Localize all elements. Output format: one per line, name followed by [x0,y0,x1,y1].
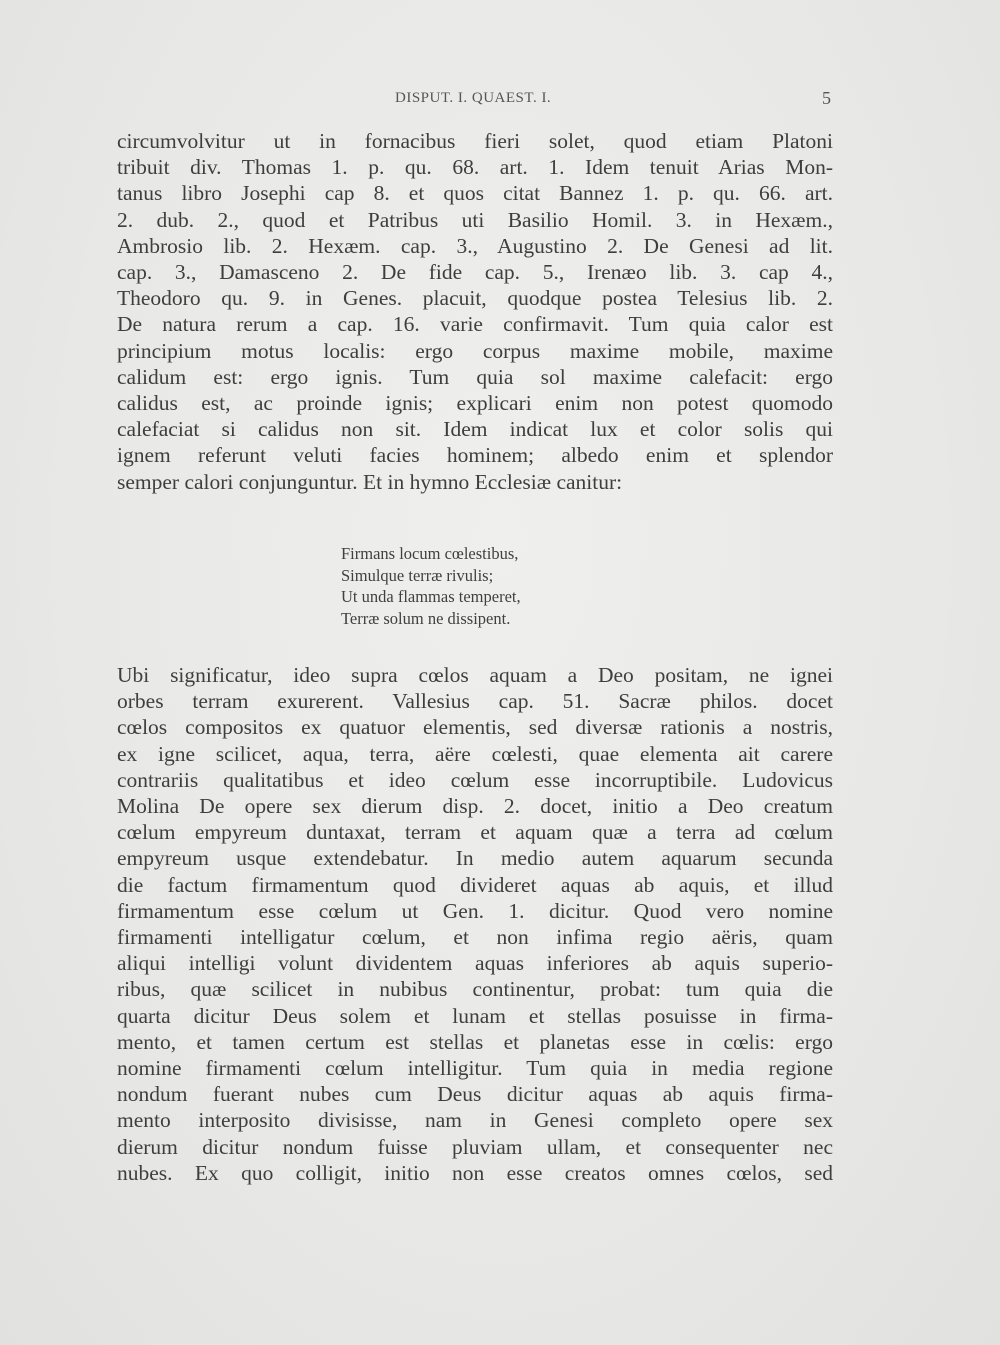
text-line: De natura rerum a cap. 16. varie confirmavit. Tum quia calor est [117,312,833,337]
text-line: dierum dicitur nondum fuisse pluviam ullam, et consequenter nec [117,1134,833,1159]
text-line: mento, et tamen certum est stellas et planetas esse in cœlis: ergo [117,1029,833,1054]
paragraph-1 [117,128,833,495]
text-line: firmamenti intelligatur cœlum, et non infima regio aëris, quam [117,925,833,950]
text-line: Ambrosio lib. 2. Hexæm. cap. 3., Augustino 2. De Genesi ad lit. [117,233,833,258]
text-line: ignem referunt veluti facies hominem; albedo enim et splendor [117,443,833,468]
text-line: circumvolvitur ut in fornacibus fieri solet, quod etiam Platoni [117,129,833,153]
text-line: quarta dicitur Deus solem et lunam et stellas posuisse in firma- [117,1003,833,1028]
text-line: principium motus localis: ergo corpus maxime mobile, maxime [117,338,833,363]
text-line: firmamentum esse cœlum ut Gen. 1. dicitur. Quod vero nomine [117,898,833,923]
text-line: tribuit div. Thomas 1. p. qu. 68. art. 1. Idem tenuit Arias Mon- [117,155,833,180]
running-head: DISPUT. I. QUAEST. I. [395,90,552,106]
hymn-verse [341,543,521,629]
text-line: ex igne scilicet, aqua, terra, aëre cœlesti, quae elementa ait carere [117,741,833,766]
text-line: Theodoro qu. 9. in Genes. placuit, quodque postea Telesius lib. 2. [117,286,833,311]
text-line: ribus, quæ scilicet in nubibus continentur, probat: tum quia die [117,977,833,1002]
text-line: calidum est: ergo ignis. Tum quia sol maxime calefacit: ergo [117,364,833,389]
text-line: calidus est, ac proinde ignis; explicari enim non potest quomodo [117,391,833,416]
text-line: nondum fuerant nubes cum Deus dicitur aquas ab aquis firma- [117,1082,833,1107]
text-line: nomine firmamenti cœlum intelligitur. Tum quia in media regione [117,1056,833,1081]
verse-line: Firmans locum cœlestibus, [341,544,519,563]
text-line: contrariis qualitatibus et ideo cœlum esse incorruptibile. Ludovicus [117,767,833,792]
text-line: tanus libro Josephi cap 8. et quos citat Bannez 1. p. qu. 66. art. [117,181,833,206]
text-line: die factum firmamentum quod divideret aquas ab aquis, et illud [117,872,833,897]
text-line: semper calori conjunguntur. Et in hymno Ecclesiæ canitur: [117,469,623,494]
paragraph-2 [117,662,833,1186]
text-line: calefaciat si calidus non sit. Idem indicat lux et color solis qui [117,417,833,442]
verse-line: Terræ solum ne dissipent. [341,608,511,628]
text-line: 2. dub. 2., quod et Patribus uti Basilio Homil. 3. in Hexæm., [117,207,833,232]
text-line: Molina De opere sex dierum disp. 2. docet, initio a Deo creatum [117,794,833,819]
text-line: mento interposito divisisse, nam in Genesi completo opere sex [117,1108,833,1133]
text-line: empyreum usque extendebatur. In medio autem aquarum secunda [117,846,833,871]
text-line: nubes. Ex quo colligit, initio non esse creatos omnes cœlos, sed [117,1160,833,1185]
page-number: 5 [822,88,831,108]
text-line: aliqui intelligi volunt dividentem aquas inferiores ab aquis superio- [117,951,833,976]
text-line: cœlum empyreum duntaxat, terram et aquam quæ a terra ad cœlum [117,820,833,845]
text-line: cap. 3., Damasceno 2. De fide cap. 5., Irenæo lib. 3. cap 4., [117,260,833,285]
text-line: Ubi significatur, ideo supra cœlos aquam a Deo positam, ne ignei [117,663,833,687]
verse-line: Ut unda flammas temperet, [341,587,521,606]
text-line: orbes terram exurerent. Vallesius cap. 51. Sacræ philos. docet [117,689,833,714]
verse-line: Simulque terræ rivulis; [341,565,494,585]
text-line: cœlos compositos ex quatuor elementis, sed diversæ rationis a nostris, [117,715,833,740]
